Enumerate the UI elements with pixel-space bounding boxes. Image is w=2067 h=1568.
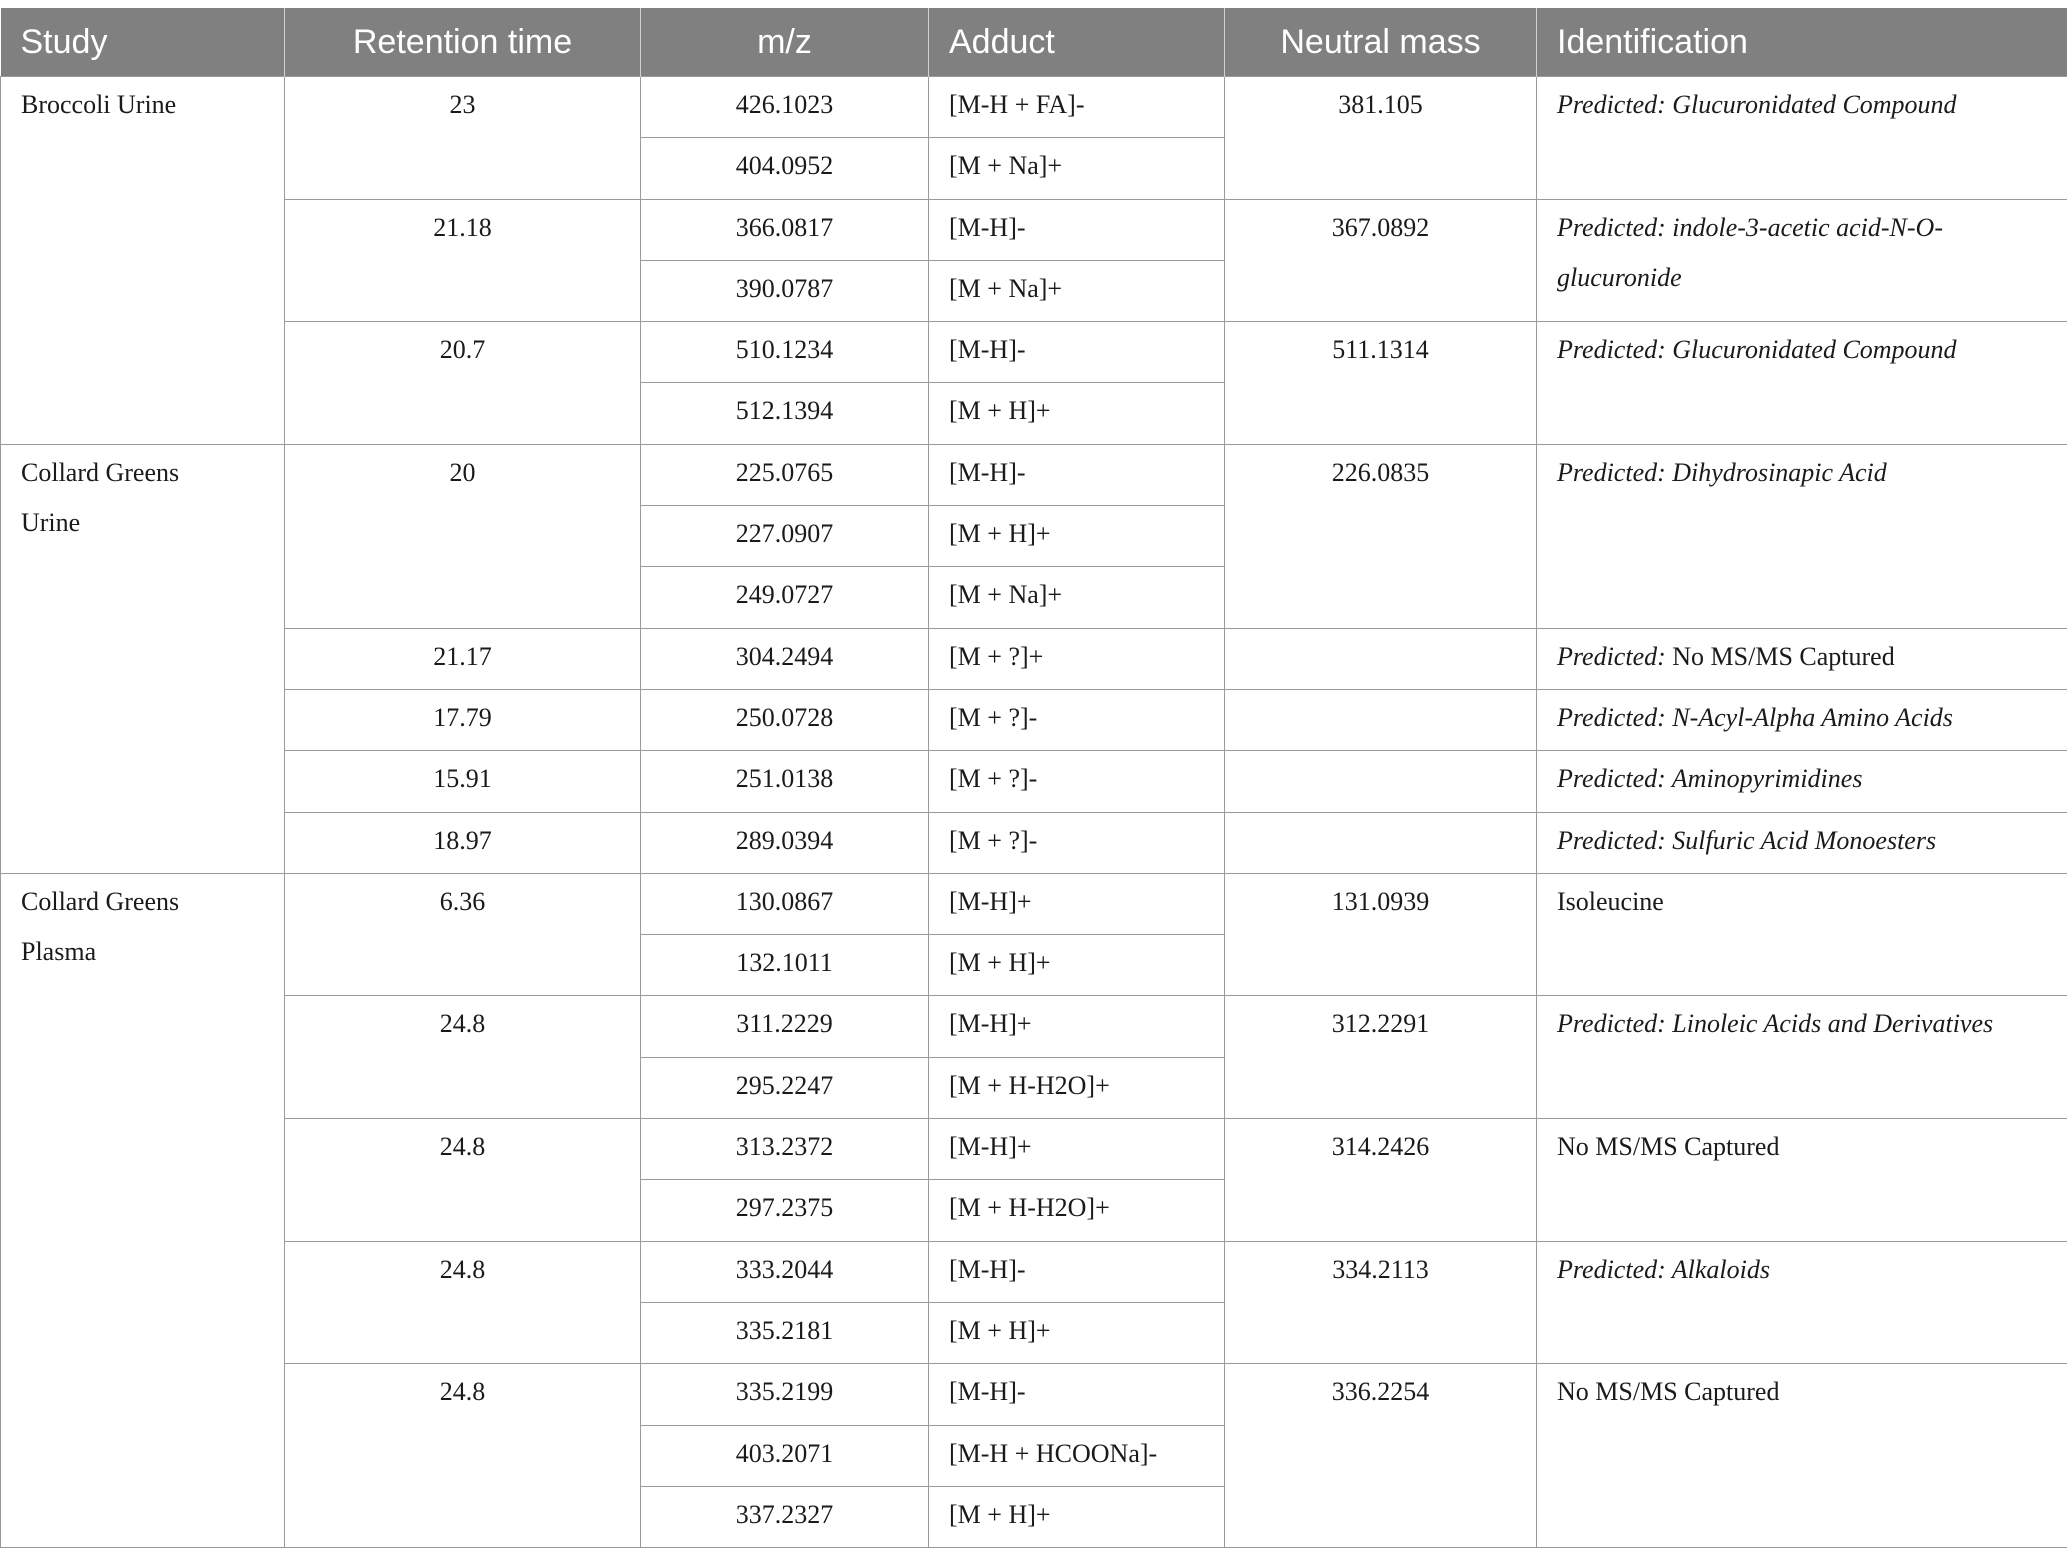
cell-mz: 225.0765 — [641, 444, 929, 505]
identification-predicted-text: Predicted: Sulfuric Acid Monoesters — [1557, 825, 1937, 855]
cell-adduct: [M + ?]+ — [929, 628, 1225, 689]
cell-mz: 227.0907 — [641, 506, 929, 567]
cell-neutral-mass: 131.0939 — [1225, 873, 1537, 996]
cell-identification — [1537, 1119, 2067, 1242]
cell-mz: 335.2181 — [641, 1302, 929, 1363]
cell-adduct: [M + ?]- — [929, 689, 1225, 750]
study-label-line: Broccoli Urine — [21, 90, 177, 119]
cell-neutral-mass: 226.0835 — [1225, 444, 1537, 628]
cell-adduct: [M-H + HCOONa]- — [929, 1425, 1225, 1486]
table-body — [1, 77, 2067, 1548]
cell-adduct: [M-H]- — [929, 1364, 1225, 1425]
cell-mz: 251.0138 — [641, 751, 929, 812]
identification-predicted-text: Predicted: Dihydrosinapic Acid — [1557, 457, 1887, 487]
cell-adduct: [M + ?]- — [929, 812, 1225, 873]
table-row — [1, 873, 2067, 934]
table-row — [1, 77, 2067, 138]
identification-predicted-text: Predicted: Glucuronidated Compound — [1557, 90, 1957, 119]
results-table-container — [0, 8, 2067, 1548]
cell-neutral-mass — [1225, 812, 1537, 873]
cell-retention-time: 17.79 — [285, 689, 641, 750]
cell-mz: 337.2327 — [641, 1486, 929, 1547]
cell-retention-time: 18.97 — [285, 812, 641, 873]
header-adduct: Adduct — [929, 8, 1225, 77]
cell-neutral-mass: 336.2254 — [1225, 1364, 1537, 1548]
cell-neutral-mass: 312.2291 — [1225, 996, 1537, 1119]
cell-identification — [1537, 873, 2067, 996]
header-mz: m/z — [641, 8, 929, 77]
cell-adduct: [M + ?]- — [929, 751, 1225, 812]
cell-adduct: [M-H]+ — [929, 996, 1225, 1057]
identification-predicted-text: Predicted: — [1557, 641, 1666, 671]
identification-text: No MS/MS Captured — [1665, 641, 1895, 671]
cell-adduct: [M-H]+ — [929, 873, 1225, 934]
cell-mz: 403.2071 — [641, 1425, 929, 1486]
identification-predicted-text: Predicted: indole-3-acetic acid-N-O-glucuronide — [1557, 212, 1943, 292]
cell-adduct: [M-H]- — [929, 444, 1225, 505]
cell-neutral-mass: 511.1314 — [1225, 322, 1537, 445]
cell-retention-time: 24.8 — [285, 1364, 641, 1548]
cell-mz: 130.0867 — [641, 873, 929, 934]
cell-retention-time: 24.8 — [285, 1119, 641, 1242]
cell-mz: 313.2372 — [641, 1119, 929, 1180]
cell-mz: 426.1023 — [641, 77, 929, 138]
cell-adduct: [M + H]+ — [929, 935, 1225, 996]
header-row — [1, 8, 2067, 77]
table-row — [1, 199, 2067, 260]
identification-predicted-text: Predicted: Glucuronidated Compound — [1557, 335, 1957, 365]
cell-adduct: [M + H]+ — [929, 383, 1225, 444]
table-row — [1, 689, 2067, 750]
cell-retention-time: 23 — [285, 77, 641, 200]
header-identification: Identification — [1537, 8, 2067, 77]
cell-adduct: [M + H-H2O]+ — [929, 1180, 1225, 1241]
cell-mz: 297.2375 — [641, 1180, 929, 1241]
cell-neutral-mass — [1225, 689, 1537, 750]
identification-text: Isoleucine — [1557, 886, 1664, 916]
table-row — [1, 322, 2067, 383]
table-row — [1, 1119, 2067, 1180]
cell-study — [1, 444, 285, 873]
cell-mz: 366.0817 — [641, 199, 929, 260]
table-row — [1, 1241, 2067, 1302]
cell-adduct: [M + Na]+ — [929, 138, 1225, 199]
study-label-line: Collard Greens — [21, 886, 180, 916]
table-row — [1, 1364, 2067, 1425]
cell-adduct: [M + H]+ — [929, 1302, 1225, 1363]
cell-retention-time: 20 — [285, 444, 641, 628]
cell-identification — [1537, 322, 2067, 445]
cell-identification — [1537, 444, 2067, 628]
cell-mz: 132.1011 — [641, 935, 929, 996]
results-table — [0, 8, 2067, 1548]
header-neutral-mass: Neutral mass — [1225, 8, 1537, 77]
cell-identification — [1537, 689, 2067, 750]
cell-mz: 311.2229 — [641, 996, 929, 1057]
cell-mz: 304.2494 — [641, 628, 929, 689]
cell-retention-time: 20.7 — [285, 322, 641, 445]
cell-identification — [1537, 751, 2067, 812]
cell-adduct: [M + H-H2O]+ — [929, 1057, 1225, 1118]
cell-identification — [1537, 1241, 2067, 1364]
cell-retention-time: 24.8 — [285, 996, 641, 1119]
header-retention-time: Retention time — [285, 8, 641, 77]
cell-identification — [1537, 77, 2067, 200]
cell-mz: 250.0728 — [641, 689, 929, 750]
cell-adduct: [M-H]- — [929, 322, 1225, 383]
cell-mz: 510.1234 — [641, 322, 929, 383]
cell-mz: 512.1394 — [641, 383, 929, 444]
cell-neutral-mass: 314.2426 — [1225, 1119, 1537, 1242]
cell-mz: 295.2247 — [641, 1057, 929, 1118]
cell-identification — [1537, 199, 2067, 322]
cell-study — [1, 77, 285, 445]
study-label-line: Collard Greens — [21, 457, 180, 487]
cell-neutral-mass: 367.0892 — [1225, 199, 1537, 322]
cell-adduct: [M-H]- — [929, 199, 1225, 260]
cell-neutral-mass — [1225, 628, 1537, 689]
cell-identification — [1537, 1364, 2067, 1548]
cell-study — [1, 873, 285, 1547]
identification-predicted-text: Predicted: N-Acyl-Alpha Amino Acids — [1557, 702, 1953, 732]
cell-neutral-mass: 381.105 — [1225, 77, 1537, 200]
identification-text: No MS/MS Captured — [1557, 1132, 1780, 1162]
cell-adduct: [M + H]+ — [929, 1486, 1225, 1547]
cell-identification — [1537, 628, 2067, 689]
identification-text: No MS/MS Captured — [1557, 1377, 1780, 1407]
cell-mz: 390.0787 — [641, 260, 929, 321]
table-header — [1, 8, 2067, 77]
cell-mz: 249.0727 — [641, 567, 929, 628]
cell-mz: 404.0952 — [641, 138, 929, 199]
cell-mz: 289.0394 — [641, 812, 929, 873]
cell-retention-time: 15.91 — [285, 751, 641, 812]
header-study: Study — [1, 8, 285, 77]
cell-retention-time: 21.17 — [285, 628, 641, 689]
identification-predicted-text: Predicted: Aminopyrimidines — [1557, 764, 1863, 794]
study-label-line: Urine — [21, 507, 81, 537]
table-row — [1, 812, 2067, 873]
cell-neutral-mass — [1225, 751, 1537, 812]
cell-adduct: [M + Na]+ — [929, 260, 1225, 321]
identification-predicted-text: Predicted: Linoleic Acids and Derivatives — [1557, 1009, 1994, 1039]
cell-retention-time: 21.18 — [285, 199, 641, 322]
study-label-line: Plasma — [21, 936, 97, 966]
cell-adduct: [M-H]+ — [929, 1119, 1225, 1180]
cell-adduct: [M-H]- — [929, 1241, 1225, 1302]
cell-mz: 333.2044 — [641, 1241, 929, 1302]
cell-adduct: [M + H]+ — [929, 506, 1225, 567]
cell-adduct: [M-H + FA]- — [929, 77, 1225, 138]
table-row — [1, 751, 2067, 812]
cell-identification — [1537, 812, 2067, 873]
cell-neutral-mass: 334.2113 — [1225, 1241, 1537, 1364]
identification-predicted-text: Predicted: Alkaloids — [1557, 1254, 1771, 1284]
table-row — [1, 996, 2067, 1057]
table-row — [1, 444, 2067, 505]
cell-retention-time: 24.8 — [285, 1241, 641, 1364]
cell-mz: 335.2199 — [641, 1364, 929, 1425]
cell-adduct: [M + Na]+ — [929, 567, 1225, 628]
cell-retention-time: 6.36 — [285, 873, 641, 996]
table-row — [1, 628, 2067, 689]
cell-identification — [1537, 996, 2067, 1119]
